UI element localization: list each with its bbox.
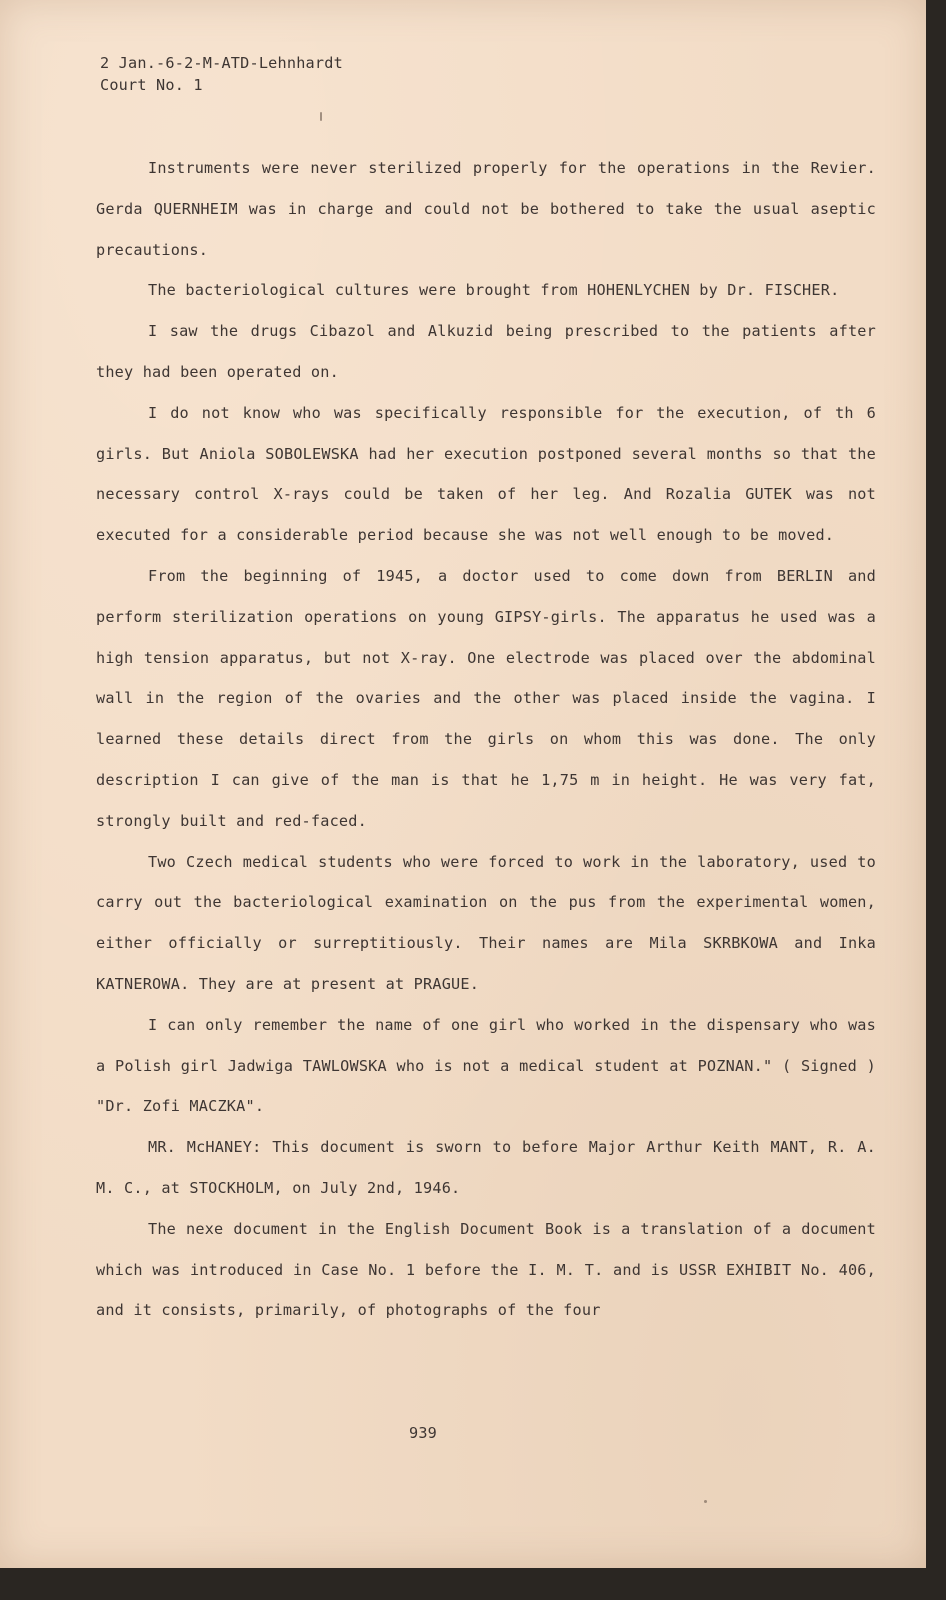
paragraph-sterilization: From the beginning of 1945, a doctor used to come down from BERLIN and perform sterilization operations on young GIPSY-girls. The apparatus he used was a high tension apparatus, but not X-ray. One electrode was placed over the abdominal wall in the region of the ovaries and the other was placed inside the vagina. I learned these details direct from the girls on whom this was done. The only description I can give of the man is that he 1,75 m in height. He was very fat, strongly built and red-faced. — [96, 566, 876, 830]
scan-border-bottom — [0, 1568, 946, 1600]
paragraph-instruments: Instruments were never sterilized properly for the operations in the Revier. Gerda QUERNHEIM was in charge and could not be bothered to take the usual aseptic precautions. — [96, 159, 876, 259]
header-reference-line: 2 Jan.-6-2-M-ATD-Lehnhardt — [100, 54, 343, 72]
header-court-line: Court No. 1 — [100, 76, 203, 94]
document-body — [96, 148, 876, 1331]
paragraph-executions: I do not know who was specifically responsible for the execution, of th 6 girls. But Aniola SOBOLEWSKA had her execution postponed several months so that the necessary control X-rays could be taken of her leg. And Rozalia GUTEK was not executed for a considerable period because she was not well enough to be moved. — [96, 403, 876, 545]
page-number: 939 — [408, 1424, 438, 1442]
paragraph-next-document: The nexe document in the English Document Book is a translation of a document which was introduced in Case No. 1 before the I. M. T. and is USSR EXHIBIT No. 406, and it consists, primarily, of photographs of the four — [96, 1219, 876, 1320]
paragraph-drugs: I saw the drugs Cibazol and Alkuzid being prescribed to the patients after they had been operated on. — [96, 322, 876, 381]
paragraph-signature: I can only remember the name of one girl who worked in the dispensary who was a Polish girl Jadwiga TAWLOWSKA who is not a medical student at POZNAN." ( Signed ) "Dr. Zofi MACZKA". — [96, 1015, 876, 1116]
paragraph-mchaney: MR. McHANEY: This document is sworn to before Major Arthur Keith MANT, R. A. M. C., at STOCKHOLM, on July 2nd, 1946. — [96, 1138, 876, 1197]
paragraph-students: Two Czech medical students who were forced to work in the laboratory, used to carry out the bacteriological examination on the pus from the experimental women, either officially or surreptitiously. Their names are Mila SKRBKOWA and Inka KATNEROWA. They are at present at PRAGUE. — [96, 852, 876, 993]
paper-speck — [704, 1500, 707, 1503]
scan-border-right — [926, 0, 946, 1600]
document-header — [100, 52, 343, 96]
paper-mark — [320, 112, 322, 121]
paragraph-cultures: The bacteriological cultures were brought from HOHENLYCHEN by Dr. FISCHER. — [148, 281, 840, 300]
